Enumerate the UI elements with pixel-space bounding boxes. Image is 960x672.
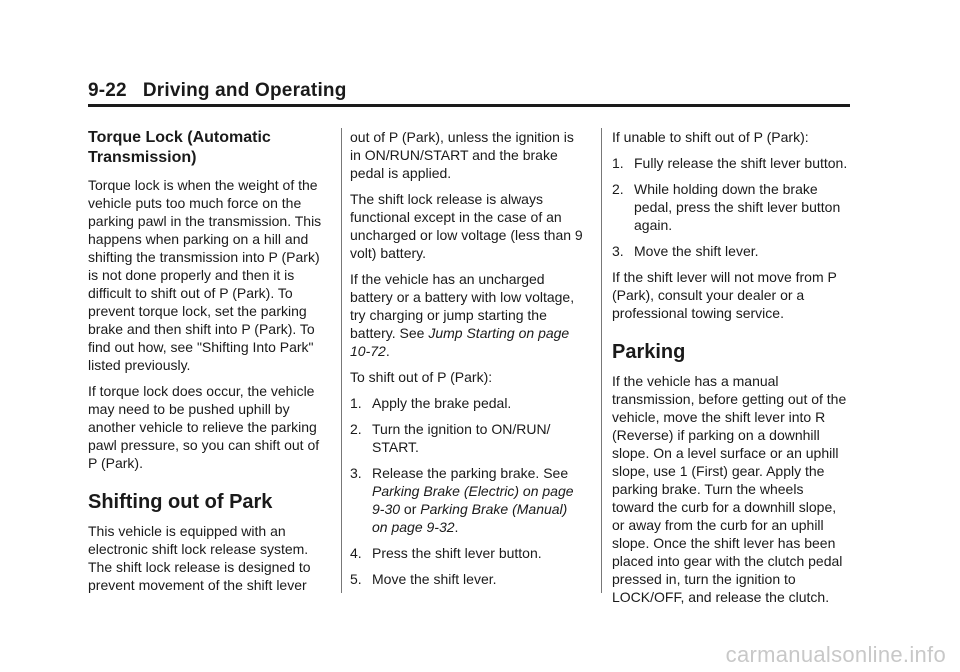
list-item: 4. Press the shift lever button. bbox=[350, 545, 542, 561]
list-item: 2. While holding down the brake pedal, press the shift lever button again. bbox=[612, 181, 841, 233]
list-item: 2. Turn the ignition to ON/RUN/ START. bbox=[350, 421, 551, 455]
unable-to-shift-steps bbox=[612, 154, 848, 260]
list-item: 3. Release the parking brake. See Parking Brake (Electric) on page 9-30 or Parking Brake (Manual) on page 9-32. bbox=[350, 465, 574, 535]
unable-to-shift-intro: If unable to shift out of P (Park): bbox=[612, 129, 809, 145]
column-divider-2 bbox=[601, 128, 602, 593]
page-number: 9-22 bbox=[88, 80, 127, 101]
watermark: carmanualsonline.info bbox=[725, 642, 946, 667]
column-1 bbox=[88, 128, 324, 602]
page-header bbox=[88, 80, 850, 107]
parking-heading: Parking bbox=[612, 341, 686, 363]
shift-out-intro: To shift out of P (Park): bbox=[350, 369, 493, 385]
shift-out-steps bbox=[350, 394, 586, 588]
shift-lock-paragraph-1: out of P (Park), unless the ignition is in ON/RUN/START and the brake pedal is applied. bbox=[350, 129, 574, 181]
column-3 bbox=[612, 128, 848, 614]
torque-lock-paragraph-2: If torque lock does occur, the vehicle may need to be pushed uphill by another vehicle to relieve the parking pawl pressure, so you can shift out of P (Park). bbox=[88, 383, 320, 471]
torque-lock-heading: Torque Lock (Automatic Transmission) bbox=[88, 129, 271, 166]
list-item: 5. Move the shift lever. bbox=[350, 571, 497, 587]
column-2 bbox=[350, 128, 586, 596]
jump-starting-link[interactable]: Jump Starting on page 10-72 bbox=[350, 325, 570, 359]
shift-lock-paragraph-2: The shift lock release is always functional except in the case of an uncharged or low voltage (less than 9 volt) battery. bbox=[350, 191, 583, 261]
parking-brake-electric-link[interactable]: Parking Brake (Electric) on page 9-30 bbox=[372, 483, 574, 517]
torque-lock-paragraph-1: Torque lock is when the weight of the vehicle puts too much force on the parking pawl in the transmission. This happens when parking on a hill and shifting the transmission into P (Park) is not done properly and then it is difficult to shift out of P (Park). To prevent torque lock, set the parking brake and then shift into P (Park). To find out how, see "Shifting Into Park" listed previously. bbox=[88, 177, 322, 373]
list-item: 3. Move the shift lever. bbox=[612, 243, 759, 259]
list-item: 1. Apply the brake pedal. bbox=[350, 395, 512, 411]
chapter-title: Driving and Operating bbox=[142, 80, 347, 101]
list-item: 1. Fully release the shift lever button. bbox=[612, 155, 848, 171]
parking-paragraph: If the vehicle has a manual transmission, before getting out of the vehicle, move the shift lever into R (Reverse) if parking on a downhill slope. On a level surface or an uphill slope, use 1 (First) gear. Apply the parking brake. Turn the wheels toward the curb for a downhill slope, or away from the curb for an uphill slope. Once the shift lever has been placed into gear with the clutch pedal pressed in, turn the ignition to LOCK/OFF, and release the clutch. bbox=[612, 373, 847, 605]
shifting-paragraph-1: This vehicle is equipped with an electronic shift lock release system. The shift lock release is designed to prevent movement of the shift lever bbox=[88, 523, 311, 593]
shift-lock-paragraph-3: If the vehicle has an uncharged battery or a battery with low voltage, try charging or jump starting the battery. See Jump Starting on page 10-72. bbox=[350, 271, 575, 359]
column-divider-1 bbox=[341, 128, 342, 593]
shifting-out-of-park-heading: Shifting out of Park bbox=[88, 491, 273, 513]
consult-dealer-paragraph: If the shift lever will not move from P (Park), consult your dealer or a professional towing service. bbox=[612, 269, 837, 321]
parking-brake-manual-link[interactable]: Parking Brake (Manual) on page 9-32 bbox=[372, 501, 568, 535]
